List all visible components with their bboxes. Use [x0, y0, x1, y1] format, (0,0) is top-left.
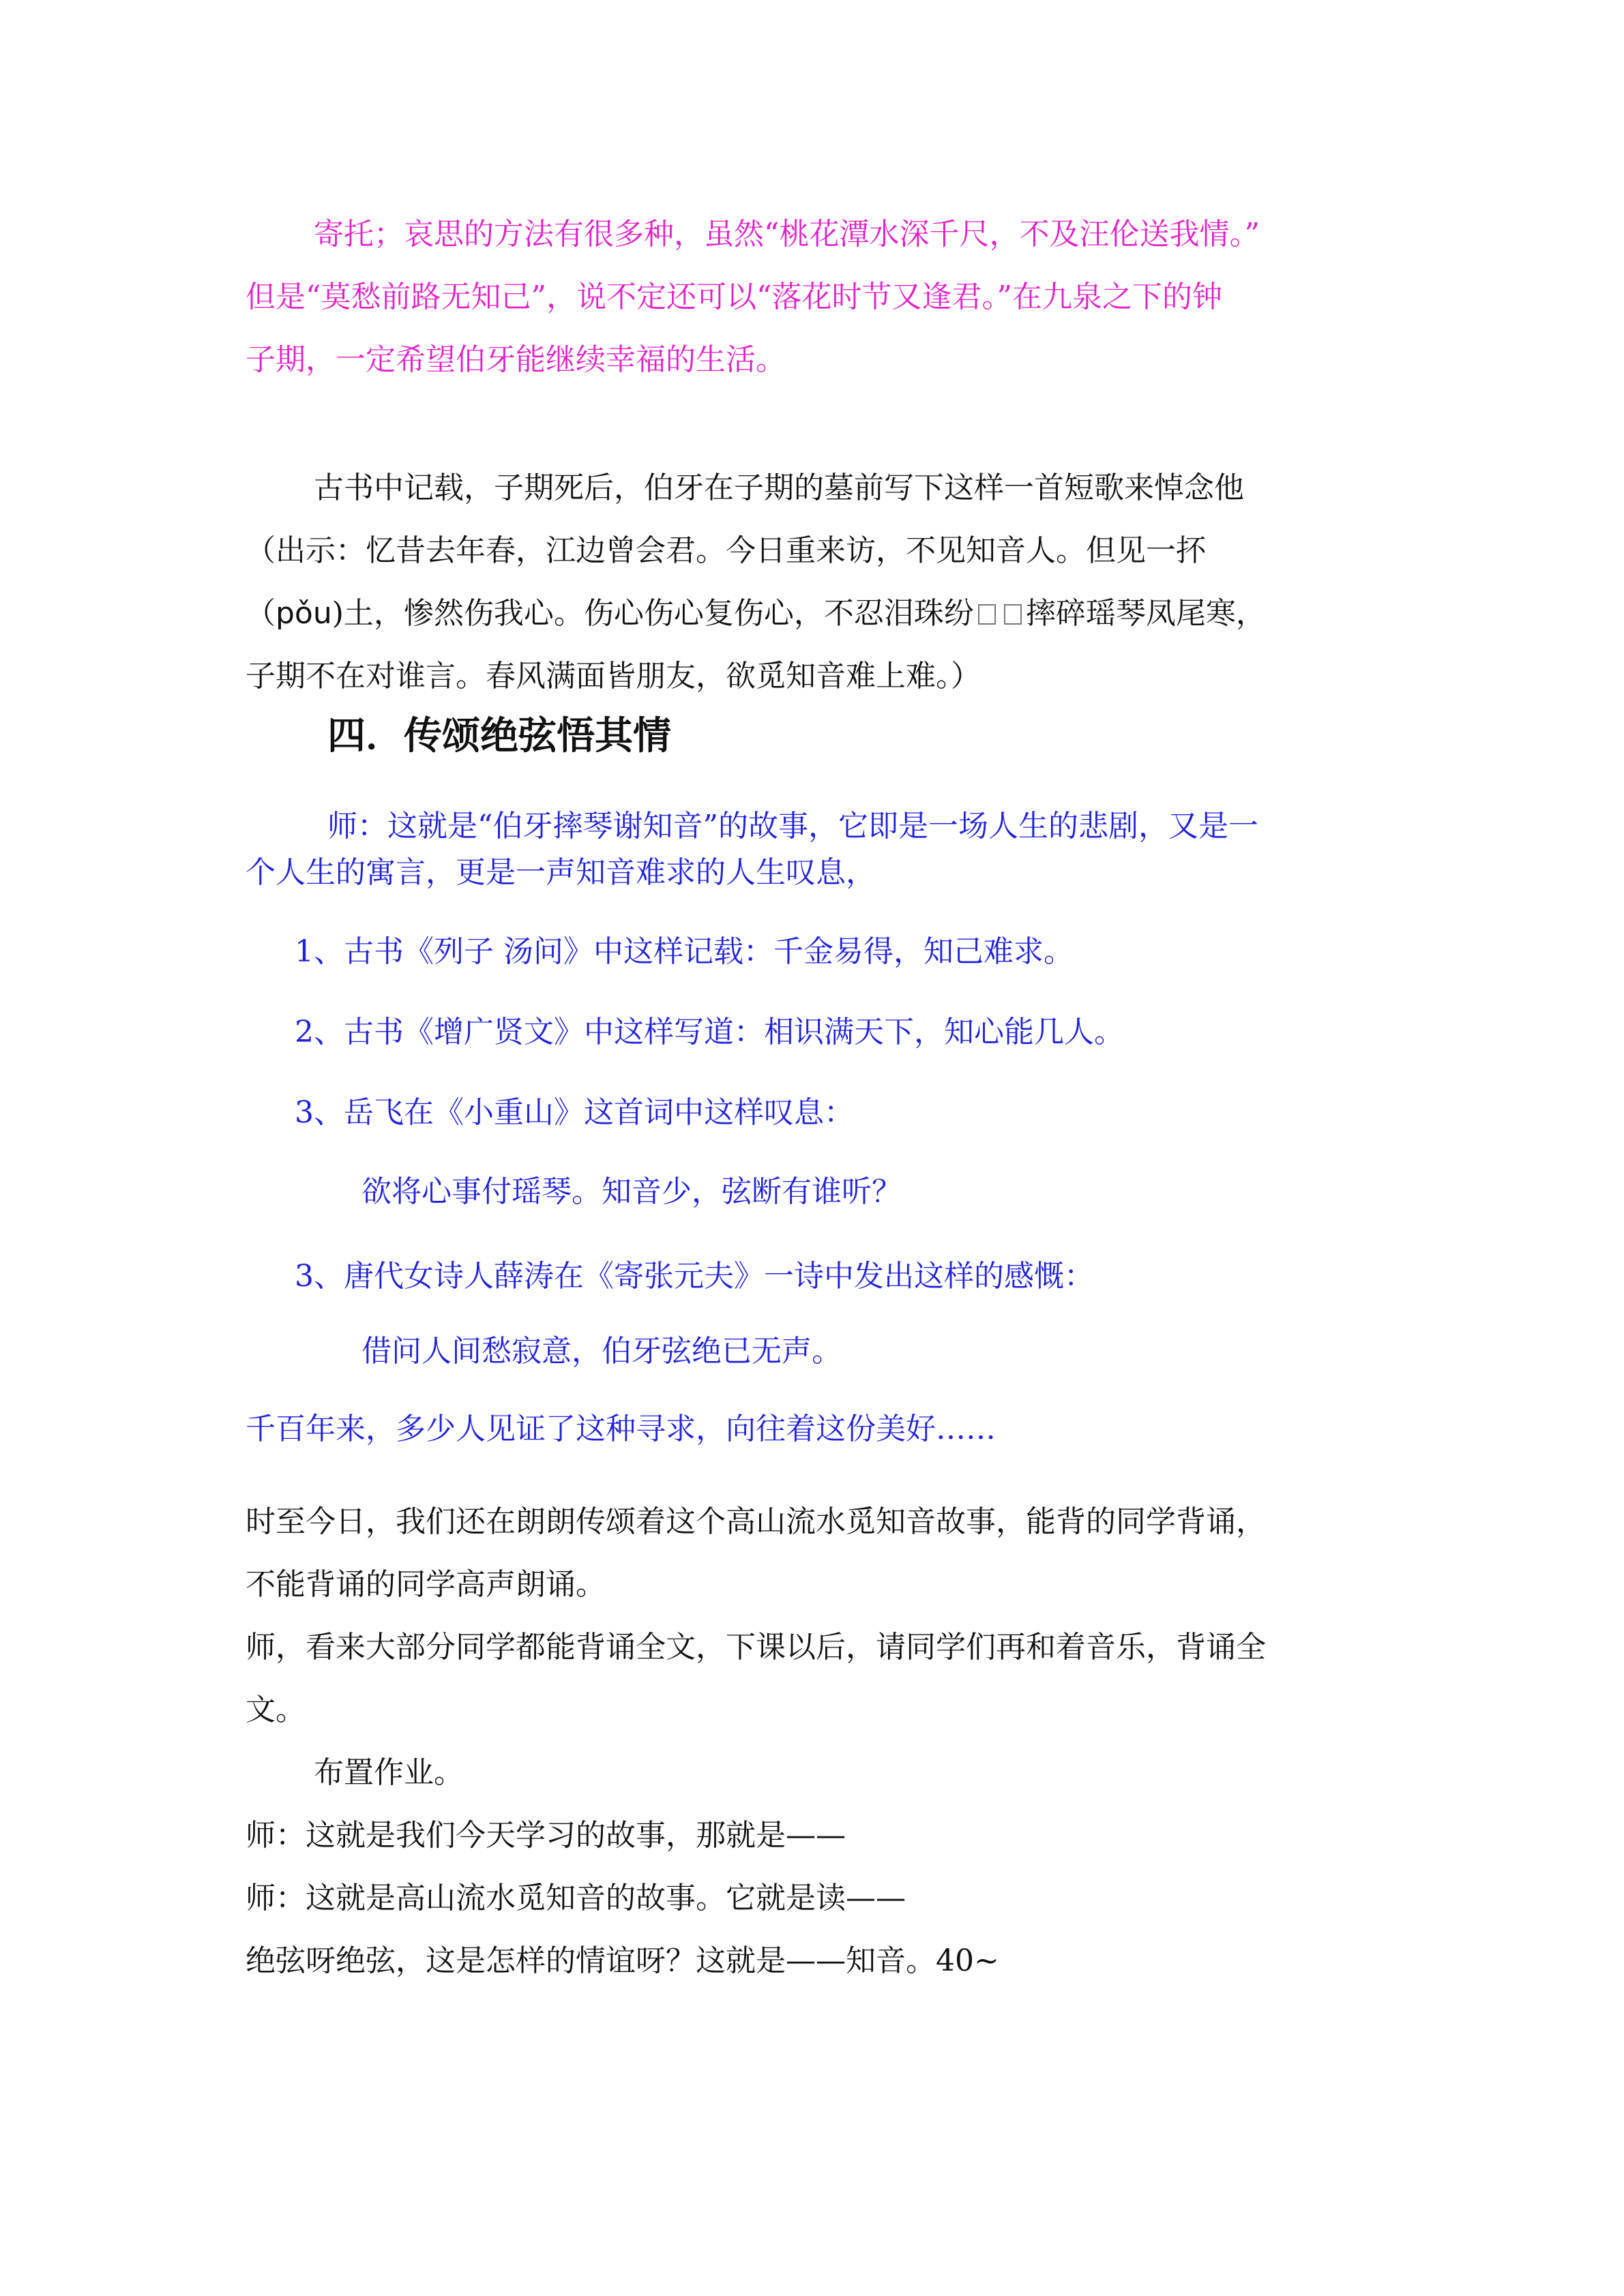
pink-paragraph-line-2: 但是“莫愁前路无知己”，说不定还可以“落花时节又逢君。”在九泉之下的钟 [246, 280, 1222, 314]
pink-paragraph-line-1: 寄托；哀思的方法有很多种，虽然“桃花潭水深千尺，不及汪伦送我情。” [314, 217, 1260, 252]
poem-line-3-middle: )土，惨然伤我心。伤心伤心复伤心，不忍泪珠纷 [331, 596, 974, 631]
teacher-line-2: 师：这就是高山流水觅知音的故事。它就是读—— [246, 1881, 906, 1915]
blue-intro-line-1: 师：这就是“伯牙摔琴谢知音”的故事，它即是一场人生的悲剧，又是一 [327, 809, 1258, 844]
blue-closing-line: 千百年来，多少人见证了这种寻求，向往着这份美好…… [246, 1412, 996, 1446]
blue-intro-line-2: 个人生的寓言，更是一声知音难求的人生叹息， [246, 855, 876, 890]
teacher-line-1: 师：这就是我们今天学习的故事，那就是—— [246, 1818, 846, 1853]
quote-item-4: 3、唐代女诗人薛涛在《寄张元夫》一诗中发出这样的感慨： [295, 1259, 1094, 1294]
quote-item-1: 1、古书《列子 汤问》中这样记载：千金易得，知己难求。 [295, 934, 1074, 969]
quote-item-2: 2、古书《增广贤文》中这样写道：相识满天下，知心能几人。 [295, 1015, 1124, 1049]
missing-glyph-box [1004, 604, 1022, 625]
quote-item-3-verse: 欲将心事付瑶琴。知音少，弦断有谁听？ [361, 1174, 902, 1209]
quote-item-4-verse: 借问人间愁寂意，伯牙弦绝已无声。 [361, 1334, 842, 1369]
final-line: 绝弦呀绝弦，这是怎样的情谊呀？这就是——知音。40~ [246, 1943, 999, 1978]
pink-paragraph-line-3: 子期，一定希望伯牙能继续幸福的生活。 [246, 342, 786, 377]
assignment-line: 布置作业。 [314, 1755, 464, 1790]
section-heading: 四．传颂绝弦悟其情 [327, 714, 671, 758]
poem-line-3-open-paren: （ [246, 596, 276, 631]
black-line-3: 师，看来大部分同学都能背诵全文，下课以后，请同学们再和着音乐，背诵全 [246, 1630, 1266, 1665]
poem-line-4: 子期不在对谁言。春风满面皆朋友，欲觅知音难上难。） [246, 659, 981, 694]
black-line-1: 时至今日，我们还在朗朗传颂着这个高山流水觅知音故事，能背的同学背诵， [246, 1504, 1266, 1539]
black-line-2: 不能背诵的同学高声朗诵。 [246, 1567, 606, 1602]
poem-line-3-end: 摔碎瑶琴凤尾寒， [1025, 596, 1266, 631]
poem-line-2: （出示：忆昔去年春，江边曾会君。今日重来访，不见知音人。但见一抔 [246, 533, 1206, 568]
black-line-4: 文。 [246, 1693, 306, 1727]
pinyin-annotation: pǒu [276, 596, 332, 631]
missing-glyph-box [978, 604, 996, 625]
poem-line-3 [246, 592, 1399, 636]
poem-intro-line: 古书中记载，子期死后，伯牙在子期的墓前写下这样一首短歌来悼念他 [314, 471, 1244, 505]
quote-item-3: 3、岳飞在《小重山》这首词中这样叹息： [295, 1095, 854, 1130]
